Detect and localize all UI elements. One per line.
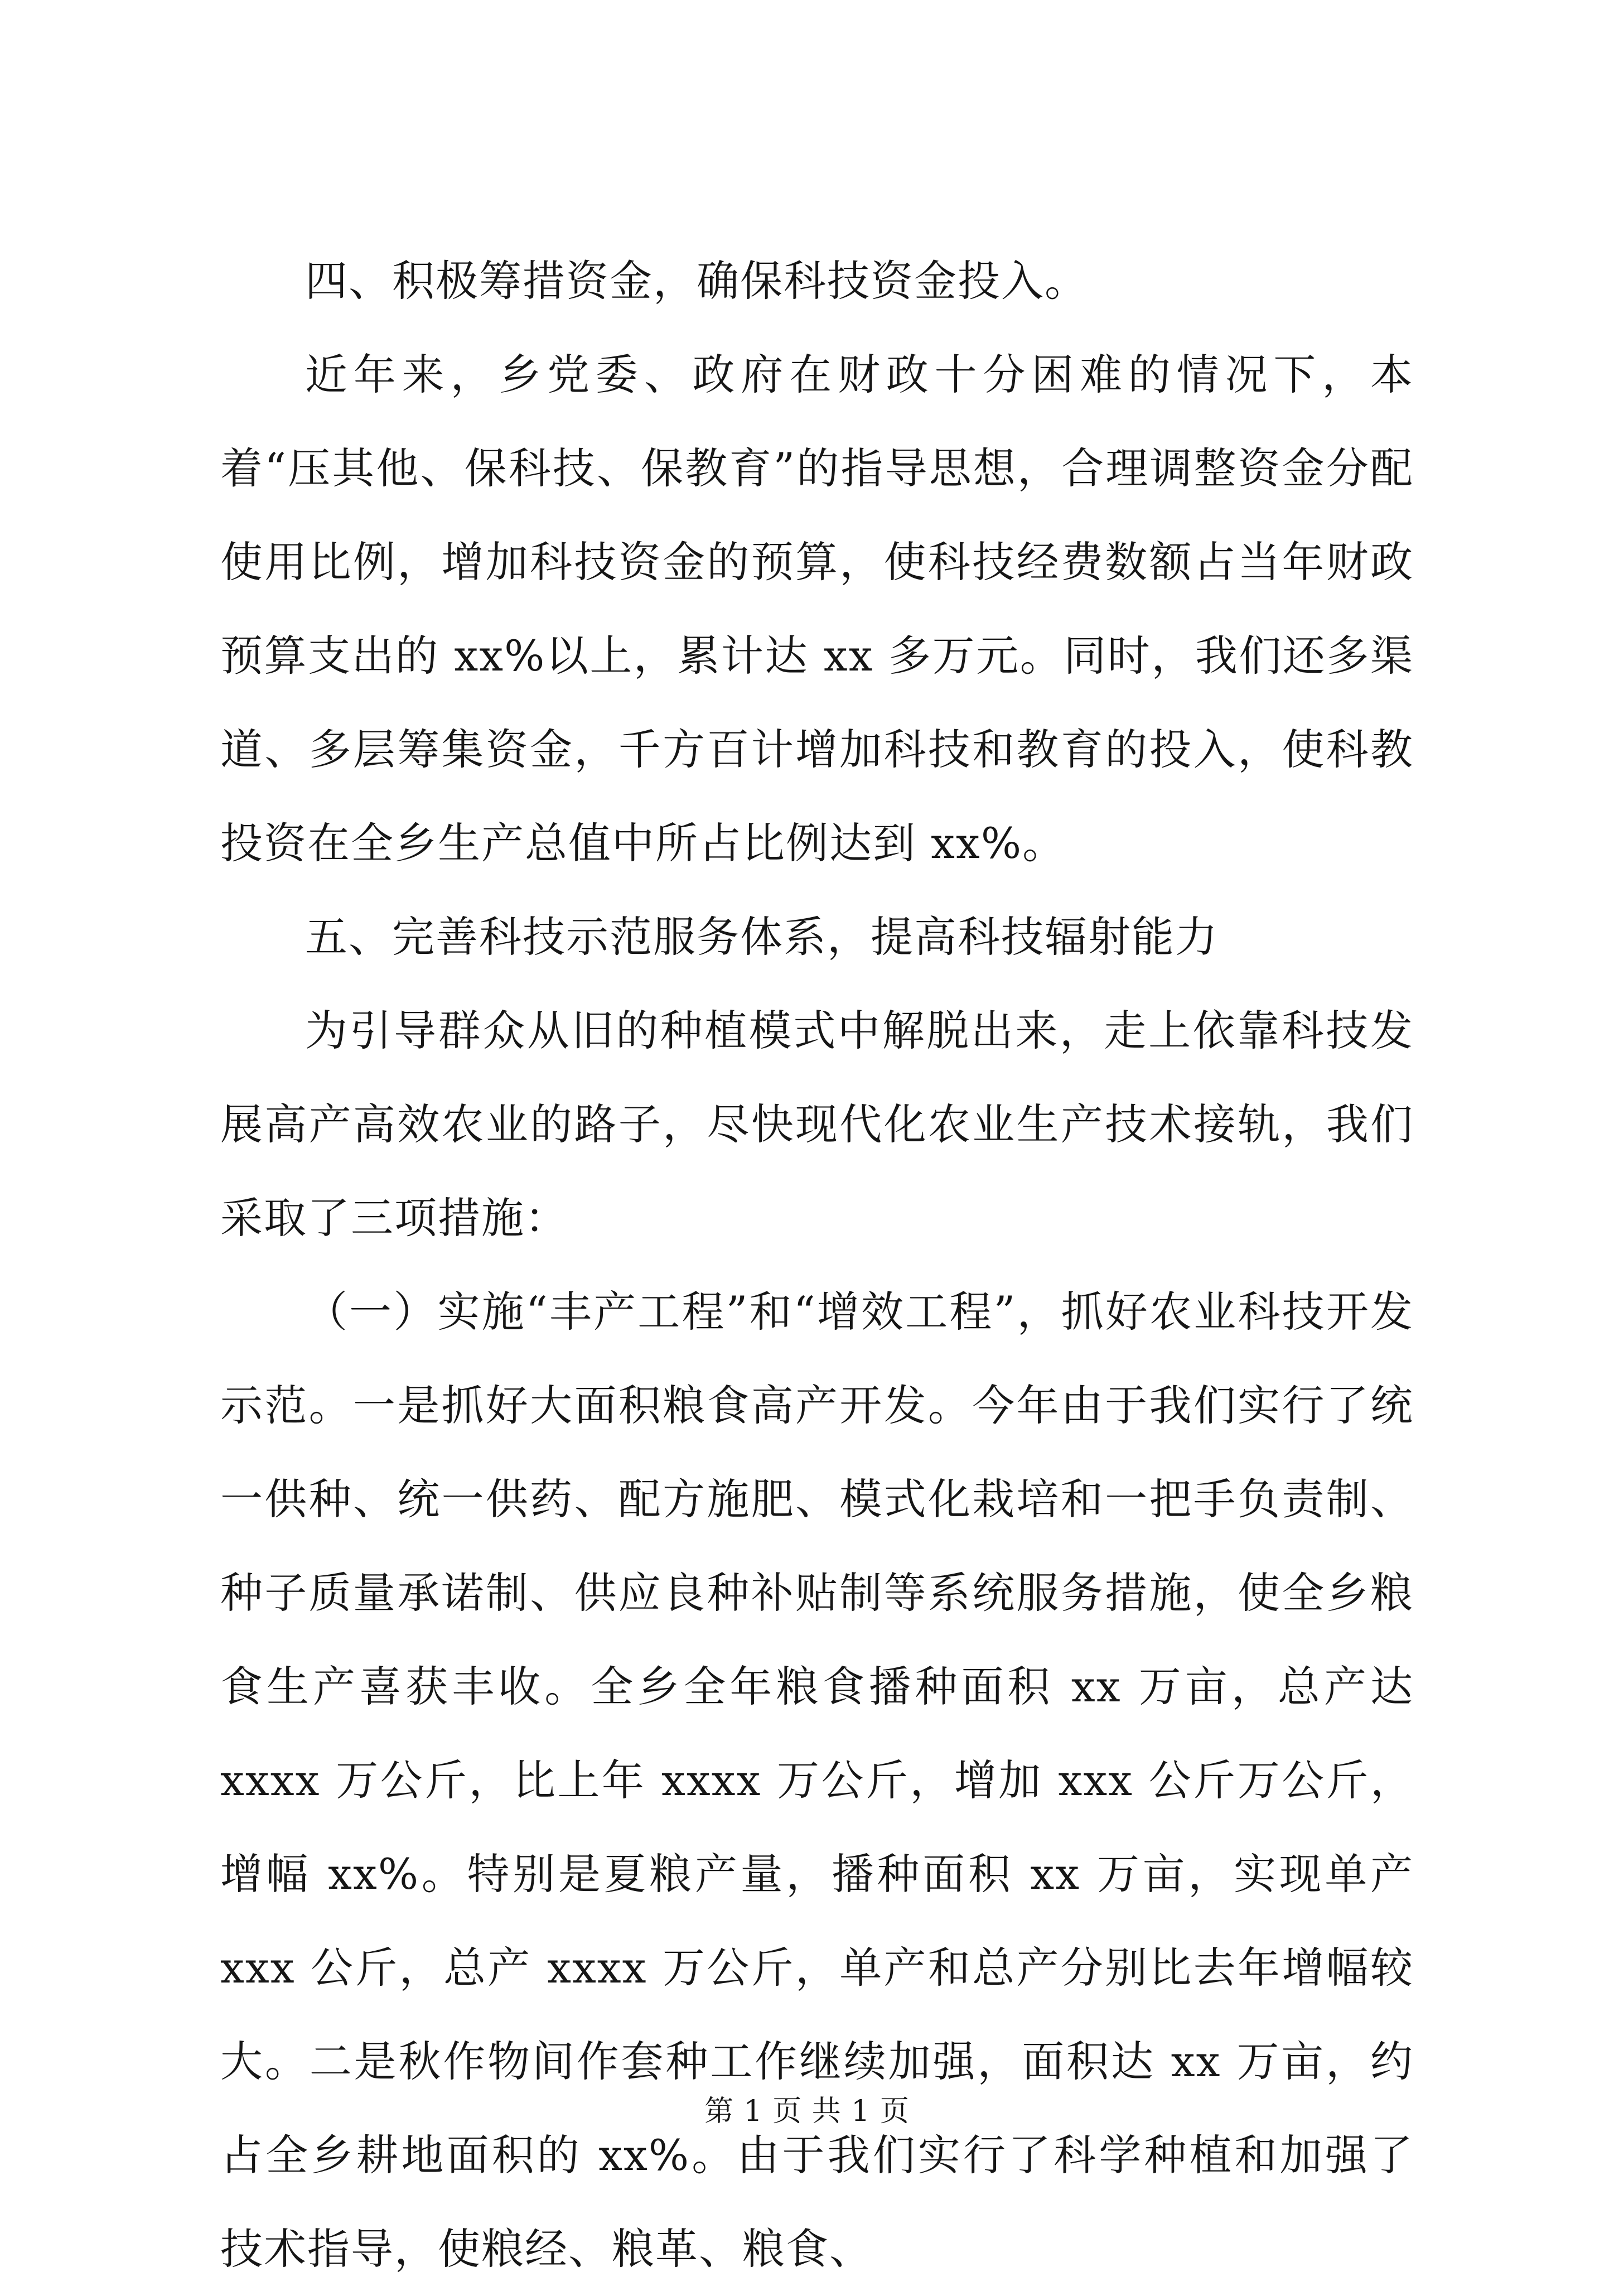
- section-heading-five: 五、完善科技示范服务体系，提高科技辐射能力: [305, 912, 1219, 962]
- body-paragraph-measure-one: （一）实施“丰产工程”和“增效工程”，抓好农业科技开发示范。一是抓好大面积粮食高产开发。今年由于我们实行了统一供种、统一供药、配方施肥、模式化栽培和一把手负责制、种子质量承诺制、供应良种补贴制等系统服务措施，使全乡粮食生产喜获丰收。全乡全年粮食播种面积 xx 万亩，总产达 xxxx 万公斤，比上年 xxxx 万公斤，增加 xxx 公斤万公斤，增幅 xx%。特别是夏粮产量，播种面积 xx 万亩，实现单产 xxx 公斤，总产 xxxx 万公斤，单产和总产分别比去年增幅较大。二是秋作物间作套种工作继续加强，面积达 xx 万亩，约占全乡耕地面积的 xx%。由于我们实行了科学种植和加强了技术指导，使粮经、粮革、粮食、: [220, 1287, 1414, 2274]
- body-paragraph-measures-intro: 为引导群众从旧的种植模式中解脱出来，走上依靠科技发展高产高效农业的路子，尽快现代化农业生产技术接轨，我们采取了三项措施：: [220, 1006, 1414, 1243]
- document-body: [220, 234, 1414, 2296]
- body-paragraph-funding: 近年来，乡党委、政府在财政十分困难的情况下，本着“压其他、保科技、保教育”的指导思想，合理调整资金分配使用比例，增加科技资金的预算，使科技经费数额占当年财政预算支出的 xx%以上，累计达 xx 多万元。同时，我们还多渠道、多层筹集资金，千方百计增加科技和教育的投入，使科教投资在全乡生产总值中所占比例达到 xx%。: [220, 350, 1414, 868]
- page-footer: 第 1 页 共 1 页: [704, 2095, 910, 2128]
- section-heading-four: 四、积极筹措资金，确保科技资金投入。: [305, 256, 1088, 306]
